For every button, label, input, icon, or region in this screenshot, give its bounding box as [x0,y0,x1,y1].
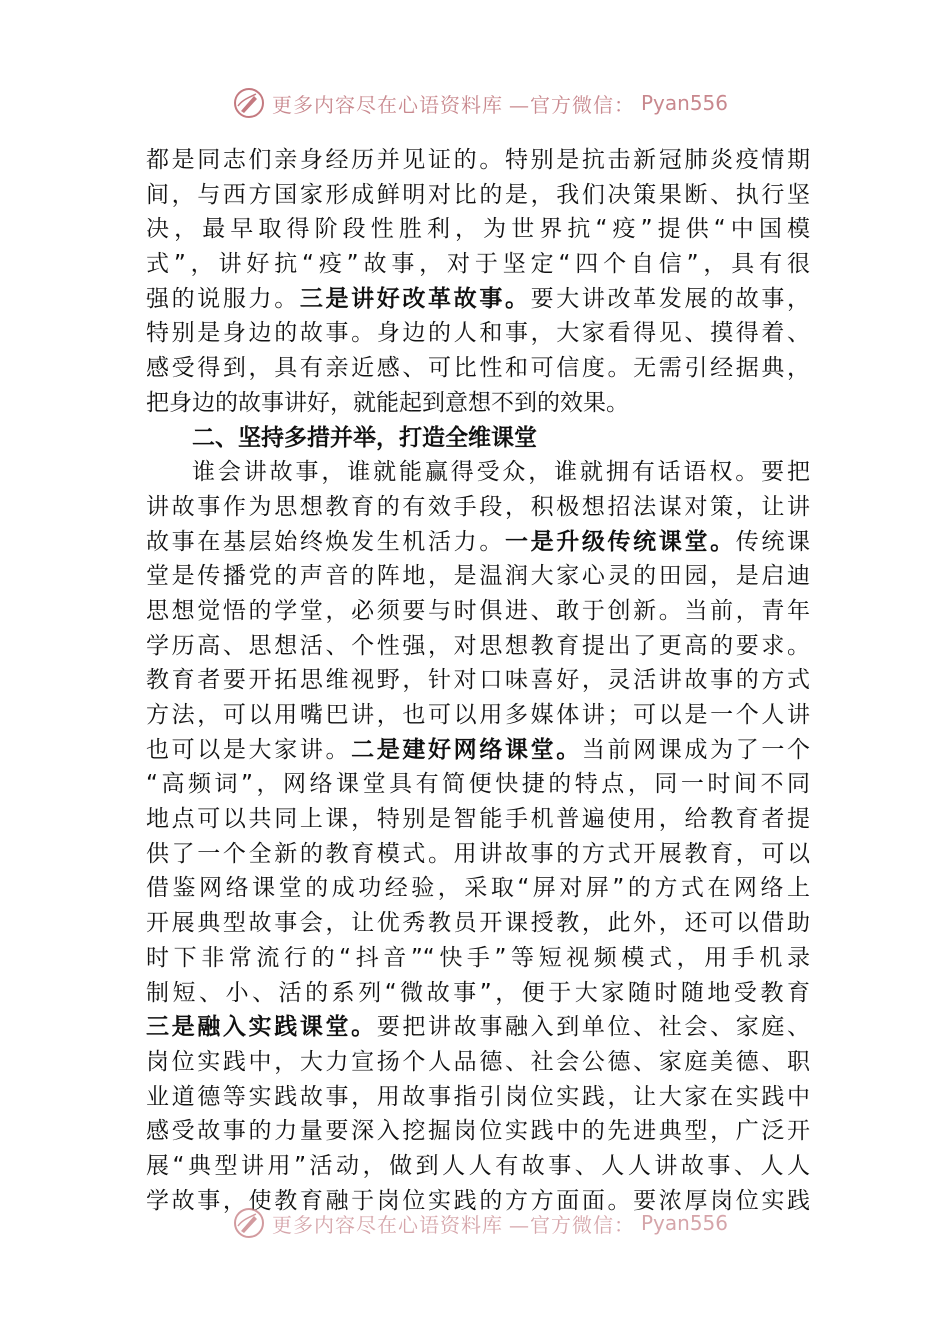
watermark-wechat-id: Pyan556 [641,1211,729,1235]
text-line: 学故事，使教育融于岗位实践的方方面面。要浓厚岗位实践 [146,1187,810,1214]
bold-subheading: 一是升级传统课堂。 [504,528,736,555]
bold-subheading: 二是建好网络课堂。 [351,736,582,763]
text-line: 谁会讲故事，谁就能赢得受众，谁就拥有话语权。要把 [192,459,810,486]
text-line: 三是融入实践课堂。要把讲故事融入到单位、社会、家庭、 [146,1014,810,1041]
bold-subheading: 三是讲好改革故事。 [299,285,531,312]
watermark-footer [232,1206,752,1240]
text-line: 故事在基层始终焕发生机活力。一是升级传统课堂。传统课 [146,528,810,555]
text-line: 感受得到，具有亲近感、可比性和可信度。无需引经据典， [146,355,810,382]
text-line: 把身边的故事讲好，就能起到意想不到的效果。 [146,389,629,416]
text-line: 感受故事的力量要深入挖掘岗位实践中的先进典型，广泛开 [146,1118,810,1145]
text-line: 方法，可以用嘴巴讲，也可以用多媒体讲；可以是一个人讲 [146,702,810,728]
body-text [146,143,810,1218]
text-line: 思想觉悟的学堂，必须要与时俱进、敢于创新。当前，青年 [146,597,810,624]
text-line: 开展典型故事会，让优秀教员开课授教，此外，还可以借助 [146,910,810,937]
text-line: 都是同志们亲身经历并见证的。特别是抗击新冠肺炎疫情期 [146,147,810,173]
text-line: 岗位实践中，大力宣扬个人品德、社会公德、家庭美德、职 [146,1048,810,1075]
watermark-wechat-id: Pyan556 [641,91,729,115]
text-line: 决，最早取得阶段性胜利，为世界抗“疫”提供“中国模 [146,216,810,243]
text-line: 业道德等实践故事，用故事指引岗位实践，让大家在实践中 [146,1083,810,1110]
text-line: 讲故事作为思想教育的有效手段，积极想招法谋对策，让讲 [146,493,810,520]
watermark-separator: —官方微信： [509,1212,635,1237]
text-line: 时下非常流行的“抖音”“快手”等短视频模式，用手机录 [146,944,810,971]
text-line: 借鉴网络课堂的成功经验，采取“屏对屏”的方式在网络上 [146,875,810,902]
text-line: 地点可以共同上课，特别是智能手机普遍使用，给教育者提 [146,806,810,833]
text-line: 间，与西方国家形成鲜明对比的是，我们决策果断、执行坚 [146,181,810,208]
text-line: 制短、小、活的系列“微故事”，便于大家随时随地受教育 [146,979,810,1006]
text-line: 教育者要开拓思维视野，针对口味喜好，灵活讲故事的方式 [146,667,810,694]
watermark-text: 更多内容尽在心语资料库 [272,1212,503,1237]
text-line: 式”，讲好抗“疫”故事，对于坚定“四个自信”，具有很 [146,251,810,278]
text-line: 堂是传播党的声音的阵地，是温润大家心灵的田园，是启迪 [146,563,810,590]
text-line: 也可以是大家讲。二是建好网络课堂。当前网课成为了一个 [146,736,810,763]
text-line: 供了一个全新的教育模式。用讲故事的方式开展教育，可以 [146,840,810,867]
text-line: 强的说服力。三是讲好改革故事。要大讲改革发展的故事， [146,285,810,312]
text-line: 展“典型讲用”活动，做到人人有故事、人人讲故事、人人 [146,1152,810,1179]
watermark-separator: —官方微信： [509,92,635,117]
text-line: “高频词”，网络课堂具有简便快捷的特点，同一时间不同 [146,771,810,798]
pen-logo-icon [232,1206,266,1240]
watermark-text: 更多内容尽在心语资料库 [272,92,503,117]
text-line: 特别是身边的故事。身边的人和事，大家看得见、摸得着、 [146,320,810,347]
text-line: 学历高、思想活、个性强，对思想教育提出了更高的要求。 [146,632,810,659]
pen-logo-icon [232,86,266,120]
bold-subheading: 三是融入实践课堂。 [146,1014,377,1041]
section-heading: 二、坚持多措并举，打造全维课堂 [192,424,537,451]
watermark-header [232,86,752,120]
